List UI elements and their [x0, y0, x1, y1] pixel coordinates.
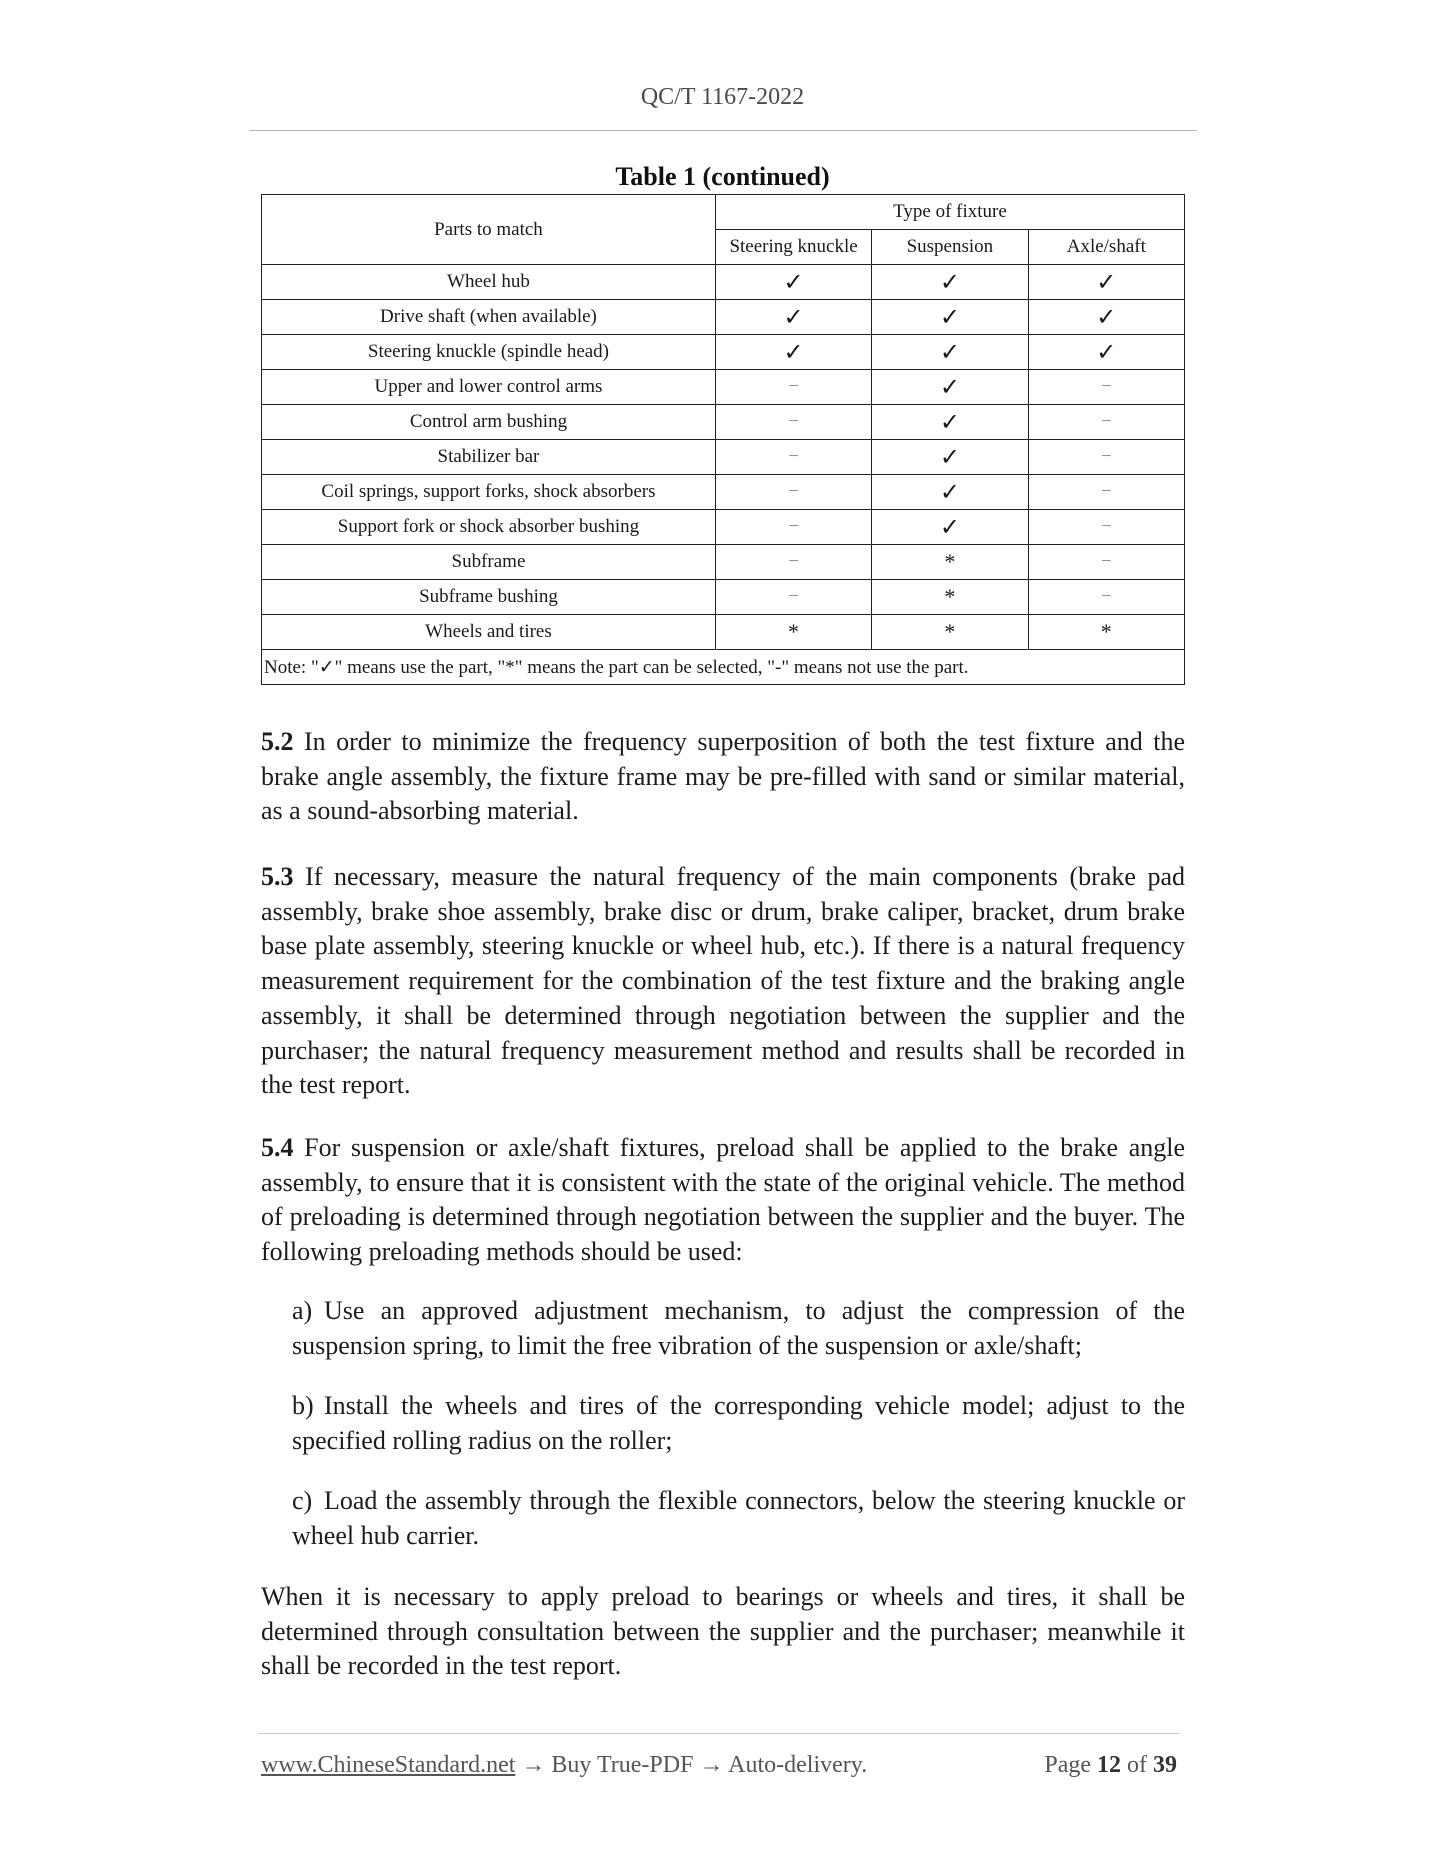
fixture-table: [261, 194, 1185, 685]
column-header-axle-shaft: Axle/shaft: [1028, 230, 1184, 265]
clause-text: In order to minimize the frequency superposition of both the test fixture and the brake angle assembly, the fixture frame may be pre-filled with sand or similar material, as a sound-absorbing material.: [261, 727, 1186, 826]
part-name-cell: Drive shaft (when available): [262, 300, 716, 335]
clause-number: 5.4: [261, 1133, 294, 1162]
not-used-mark: −: [1028, 405, 1184, 440]
check-icon: ✓: [872, 510, 1028, 545]
not-used-mark: −: [1028, 440, 1184, 475]
closing-paragraph: When it is necessary to apply preload to bearings or wheels and tires, it shall be determined through consultation between the supplier and the purchaser; meanwhile it shall be recorded in the test report.: [261, 1582, 1185, 1681]
list-text: Load the assembly through the flexible connectors, below the steering knuckle or wheel hub carrier.: [292, 1486, 1185, 1550]
header-divider: [249, 130, 1197, 131]
optional-mark: *: [1028, 615, 1184, 650]
check-icon: ✓: [1028, 335, 1184, 370]
check-icon: ✓: [872, 300, 1028, 335]
table-row: [262, 405, 1185, 440]
part-name-cell: Coil springs, support forks, shock absorbers: [262, 475, 716, 510]
table-row: [262, 580, 1185, 615]
list-item-a: [292, 1294, 1185, 1363]
fixture-type-header: Type of fixture: [715, 195, 1184, 230]
part-name-cell: Upper and lower control arms: [262, 370, 716, 405]
arrow-icon: →: [699, 1752, 724, 1778]
check-icon: ✓: [872, 265, 1028, 300]
optional-mark: *: [872, 615, 1028, 650]
not-used-mark: −: [715, 545, 871, 580]
table-body: [262, 265, 1185, 650]
page-total: 39: [1153, 1752, 1177, 1778]
check-icon: ✓: [715, 265, 871, 300]
table-row: [262, 475, 1185, 510]
part-name-cell: Control arm bushing: [262, 405, 716, 440]
table-row: [262, 545, 1185, 580]
list-text: Use an approved adjustment mechanism, to adjust the compression of the suspension spring, to limit the free vibration of the suspension or axle/shaft;: [292, 1296, 1185, 1360]
delivery-text: Auto-delivery.: [728, 1752, 868, 1778]
page-number: 12: [1097, 1752, 1121, 1778]
page-word: Page: [1044, 1752, 1091, 1778]
document-code-header: QC/T 1167-2022: [640, 84, 805, 110]
not-used-mark: −: [715, 580, 871, 615]
check-icon: ✓: [872, 370, 1028, 405]
column-header-suspension: Suspension: [872, 230, 1028, 265]
check-icon: ✓: [715, 300, 871, 335]
part-name-cell: Support fork or shock absorber bushing: [262, 510, 716, 545]
part-name-cell: Stabilizer bar: [262, 440, 716, 475]
site-link[interactable]: www.ChineseStandard.net: [261, 1752, 516, 1778]
clause-5-2: [261, 725, 1185, 829]
check-icon: ✓: [872, 405, 1028, 440]
list-label: a): [292, 1296, 313, 1325]
check-icon: ✓: [1028, 265, 1184, 300]
not-used-mark: −: [715, 405, 871, 440]
not-used-mark: −: [715, 440, 871, 475]
not-used-mark: −: [1028, 370, 1184, 405]
part-name-cell: Subframe bushing: [262, 580, 716, 615]
check-icon: ✓: [1028, 300, 1184, 335]
table-note-row: [262, 650, 1185, 685]
optional-mark: *: [872, 545, 1028, 580]
clause-text: If necessary, measure the natural frequency of the main components (brake pad assembly, brake shoe assembly, brake disc or drum, brake caliper, bracket, drum brake base plate assembly, steering knuckle or wheel hub, etc.). If there is a natural frequency measurement requirement for the combination of the test fixture and the braking angle assembly, it shall be determined through negotiation between the supplier and the purchaser; the natural frequency measurement method and results shall be recorded in the test report.: [261, 862, 1186, 1100]
table-row: [262, 370, 1185, 405]
not-used-mark: −: [715, 370, 871, 405]
table-row: [262, 265, 1185, 300]
parts-header: Parts to match: [262, 195, 716, 265]
not-used-mark: −: [1028, 580, 1184, 615]
not-used-mark: −: [715, 510, 871, 545]
list-item-b: [292, 1389, 1185, 1458]
table-row: [262, 300, 1185, 335]
part-name-cell: Wheels and tires: [262, 615, 716, 650]
part-name-cell: Steering knuckle (spindle head): [262, 335, 716, 370]
table-note: Note: "✓" means use the part, "*" means the part can be selected, "-" means not use the part.: [262, 650, 1185, 685]
table-row: [262, 335, 1185, 370]
check-icon: ✓: [872, 440, 1028, 475]
not-used-mark: −: [715, 475, 871, 510]
clause-text: For suspension or axle/shaft fixtures, preload shall be applied to the brake angle assembly, to ensure that it is consistent with the state of the original vehicle. The method of preloading is determined through negotiation between the supplier and the buyer. The following preloading methods should be used:: [261, 1133, 1185, 1267]
of-word: of: [1127, 1752, 1147, 1778]
list-text: Install the wheels and tires of the corresponding vehicle model; adjust to the specified rolling radius on the roller;: [292, 1391, 1185, 1455]
check-icon: ✓: [872, 335, 1028, 370]
footer-divider: [258, 1733, 1180, 1734]
table-row: [262, 615, 1185, 650]
not-used-mark: −: [1028, 510, 1184, 545]
table-row: [262, 440, 1185, 475]
clause-5-3: [261, 860, 1185, 1103]
check-icon: ✓: [715, 335, 871, 370]
part-name-cell: Subframe: [262, 545, 716, 580]
not-used-mark: −: [1028, 545, 1184, 580]
not-used-mark: −: [1028, 475, 1184, 510]
check-icon: ✓: [872, 475, 1028, 510]
page-indicator: [1044, 1752, 1177, 1779]
footer-promo: [261, 1752, 867, 1779]
column-header-steering-knuckle: Steering knuckle: [715, 230, 871, 265]
clause-5-4: [261, 1131, 1185, 1270]
list-label: c): [292, 1486, 313, 1515]
list-label: b): [292, 1391, 314, 1420]
buy-text: Buy True-PDF: [551, 1752, 694, 1778]
clause-number: 5.3: [261, 862, 294, 891]
list-item-c: [292, 1484, 1185, 1553]
part-name-cell: Wheel hub: [262, 265, 716, 300]
optional-mark: *: [872, 580, 1028, 615]
arrow-icon: →: [521, 1752, 546, 1778]
table-row: [262, 510, 1185, 545]
clause-number: 5.2: [261, 727, 294, 756]
optional-mark: *: [715, 615, 871, 650]
table-title: Table 1 (continued): [615, 162, 830, 191]
table-header-row: [262, 195, 1185, 230]
